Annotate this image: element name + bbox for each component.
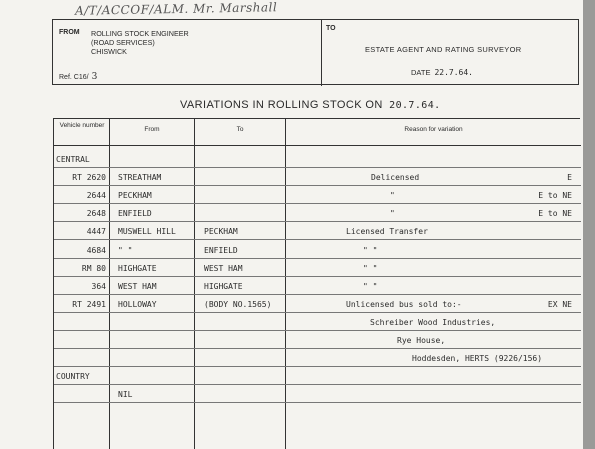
row-rule <box>54 239 581 240</box>
header-vehicle: Vehicle number <box>59 122 105 129</box>
memo-date <box>411 68 473 77</box>
cell-vehicle: 4447 <box>86 227 106 237</box>
cell-vehicle: 2644 <box>86 191 106 201</box>
cell-from: MUSWELL HILL <box>118 227 176 237</box>
row-rule <box>54 312 581 313</box>
title-text: VARIATIONS IN ROLLING STOCK ON <box>180 99 383 111</box>
row-rule <box>54 221 581 222</box>
cell-from: ENFIELD <box>118 209 152 219</box>
cell-reason: " " <box>363 263 378 273</box>
cell-vehicle: COUNTRY <box>56 372 90 382</box>
title-date: 20.7.64. <box>389 100 441 111</box>
cell-vehicle: 4684 <box>86 245 106 255</box>
from-line: (ROAD SERVICES) <box>91 38 155 47</box>
cell-from: HIGHGATE <box>118 263 157 273</box>
recipient-title: ESTATE AGENT AND RATING SURVEYOR <box>365 45 522 54</box>
date-label: DATE <box>411 68 431 77</box>
row-rule <box>54 384 581 385</box>
header-divider <box>321 20 322 86</box>
cell-reason: " " <box>363 245 378 255</box>
cell-vehicle: 364 <box>91 281 106 291</box>
row-rule <box>54 167 581 168</box>
row-rule <box>54 294 581 295</box>
ref-number: 3 <box>91 72 98 82</box>
cell-reason: Schreiber Wood Industries, <box>370 317 496 327</box>
row-rule <box>54 258 581 259</box>
reference <box>59 72 97 82</box>
from-label: FROM <box>59 29 80 36</box>
column-divider <box>194 119 195 449</box>
cell-vehicle: RM 80 <box>81 263 106 273</box>
page-title <box>180 99 441 111</box>
scan-edge <box>583 0 595 449</box>
cell-note: E <box>567 173 572 183</box>
ref-label: Ref. C16/ <box>59 74 89 81</box>
row-rule <box>54 366 581 367</box>
cell-from: HOLLOWAY <box>118 299 157 309</box>
variations-table <box>53 118 580 449</box>
cell-from: STREATHAM <box>118 173 162 183</box>
cell-vehicle: 2648 <box>86 209 106 219</box>
memo-header <box>52 19 579 85</box>
cell-note: E to NE <box>538 209 572 219</box>
header-to: To <box>236 126 244 133</box>
header-reason: Reason for variation <box>404 126 463 133</box>
cell-to: HIGHGATE <box>204 281 243 291</box>
cell-to: WEST HAM <box>204 263 243 273</box>
from-line: CHISWICK <box>91 47 127 56</box>
from-address <box>91 29 189 56</box>
cell-to: (BODY NO.1565) <box>204 299 272 309</box>
cell-reason: " <box>390 191 395 201</box>
row-rule <box>54 330 581 331</box>
column-divider <box>109 119 110 449</box>
from-line: ROLLING STOCK ENGINEER <box>91 29 189 38</box>
cell-vehicle: CENTRAL <box>56 155 90 164</box>
row-rule <box>54 402 581 403</box>
row-rule <box>54 348 581 349</box>
cell-reason: Hoddesden, HERTS (9226/156) <box>412 354 543 364</box>
column-divider <box>285 119 286 449</box>
cell-reason: Licensed Transfer <box>346 227 428 237</box>
cell-reason: Unlicensed bus sold to:- <box>346 299 462 309</box>
row-rule <box>54 185 581 186</box>
cell-from: WEST HAM <box>118 281 157 291</box>
cell-reason: Rye House, <box>397 336 446 345</box>
cell-to: PECKHAM <box>204 227 238 237</box>
date-value: 22.7.64. <box>434 68 473 77</box>
cell-reason: " " <box>363 281 378 291</box>
cell-to: ENFIELD <box>204 245 238 255</box>
cell-from: NIL <box>118 390 133 400</box>
handwritten-note: A/T/ACCOF/ALM. Mr. Marshall <box>74 0 278 18</box>
cell-reason: " <box>390 209 395 219</box>
cell-reason: Delicensed <box>371 173 420 183</box>
cell-from: " " <box>118 245 133 255</box>
to-label: TO <box>326 25 336 32</box>
row-rule <box>54 203 581 204</box>
cell-note: E to NE <box>538 191 572 201</box>
header-from: From <box>144 126 160 133</box>
header-rule <box>54 145 581 146</box>
cell-vehicle: RT 2491 <box>72 299 106 309</box>
cell-vehicle: RT 2620 <box>72 173 106 183</box>
cell-note: EX NE <box>547 299 572 309</box>
row-rule <box>54 276 581 277</box>
cell-from: PECKHAM <box>118 191 152 201</box>
